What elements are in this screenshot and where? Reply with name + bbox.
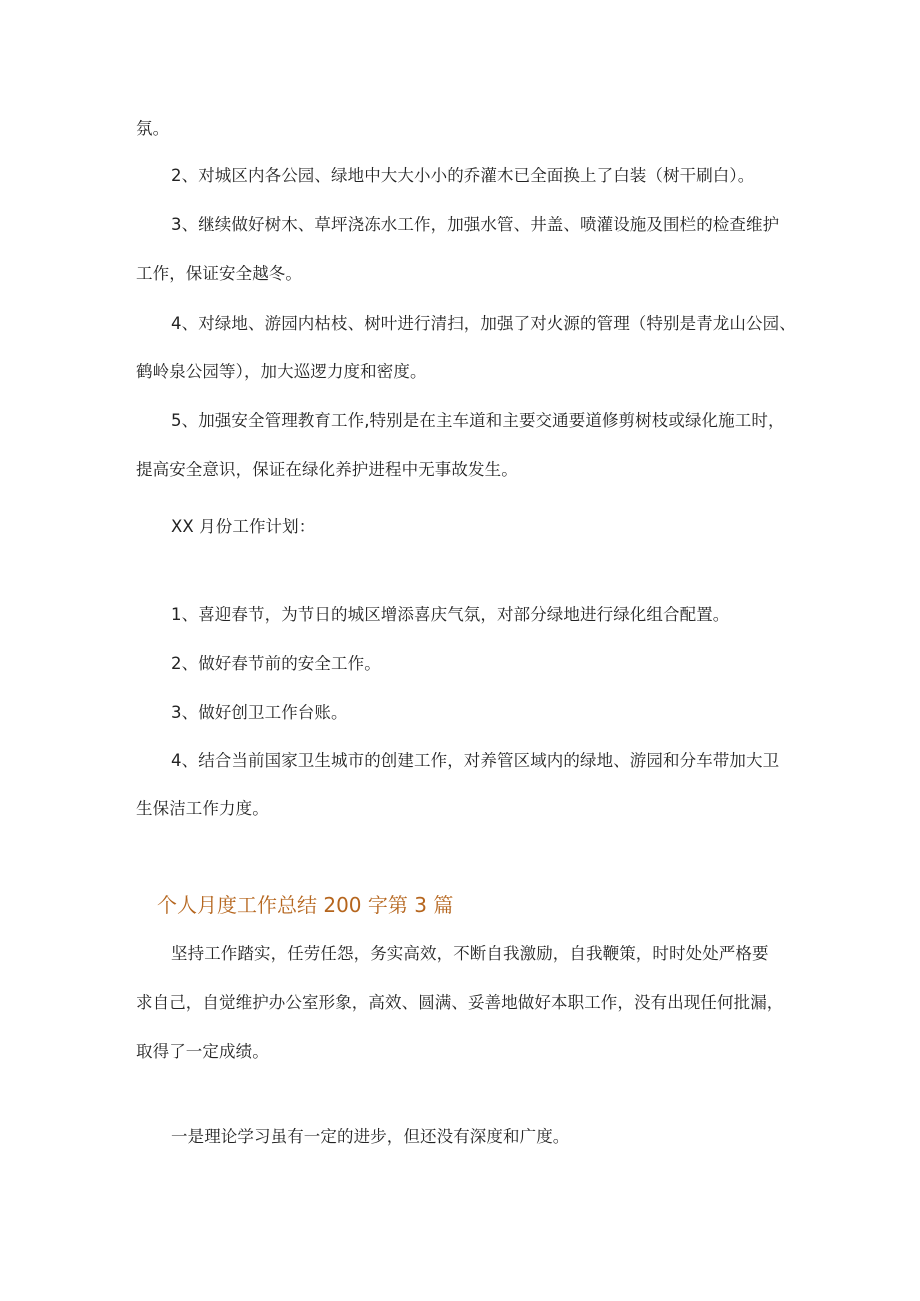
paragraph-line: 4、对绿地、游园内枯枝、树叶进行清扫，加强了对火源的管理（特别是青龙山公园、 (171, 314, 796, 333)
paragraph-line: 生保洁工作力度。 (136, 799, 269, 818)
paragraph-line: 提高安全意识，保证在绿化养护进程中无事故发生。 (136, 460, 518, 479)
paragraph-line: 2、做好春节前的安全工作。 (171, 654, 381, 673)
paragraph-line: 求自己，自觉维护办公室形象，高效、圆满、妥善地做好本职工作，没有出现任何批漏， (136, 993, 784, 1012)
paragraph-line: 坚持工作踏实，任劳任怨，务实高效，不断自我激励，自我鞭策，时时处处严格要 (171, 944, 769, 963)
section-heading: 个人月度工作总结 200 字第 3 篇 (157, 893, 454, 917)
paragraph-line: 一是理论学习虽有一定的进步，但还没有深度和广度。 (171, 1127, 570, 1146)
paragraph-line: 工作，保证安全越冬。 (136, 264, 302, 283)
plan-heading: XX 月份工作计划： (171, 517, 316, 536)
paragraph-line: 5、加强安全管理教育工作,特别是在主车道和主要交通要道修剪树枝或绿化施工时， (171, 411, 785, 430)
paragraph-line: 3、继续做好树木、草坪浇冻水工作，加强水管、井盖、喷灌设施及围栏的检查维护 (171, 215, 780, 234)
paragraph-line: 1、喜迎春节，为节日的城区增添喜庆气氛，对部分绿地进行绿化组合配置。 (171, 605, 730, 624)
paragraph-line: 3、做好创卫工作台账。 (171, 703, 348, 722)
paragraph-line: 2、对城区内各公园、绿地中大大小小的乔灌木已全面换上了白装（树干刷白）。 (171, 166, 755, 185)
paragraph-line: 4、结合当前国家卫生城市的创建工作，对养管区域内的绿地、游园和分车带加大卫 (171, 751, 780, 770)
paragraph-line: 鹤岭泉公园等），加大巡逻力度和密度。 (136, 362, 427, 381)
paragraph-line: 氛。 (136, 119, 170, 138)
paragraph-line: 取得了一定成绩。 (136, 1042, 269, 1061)
